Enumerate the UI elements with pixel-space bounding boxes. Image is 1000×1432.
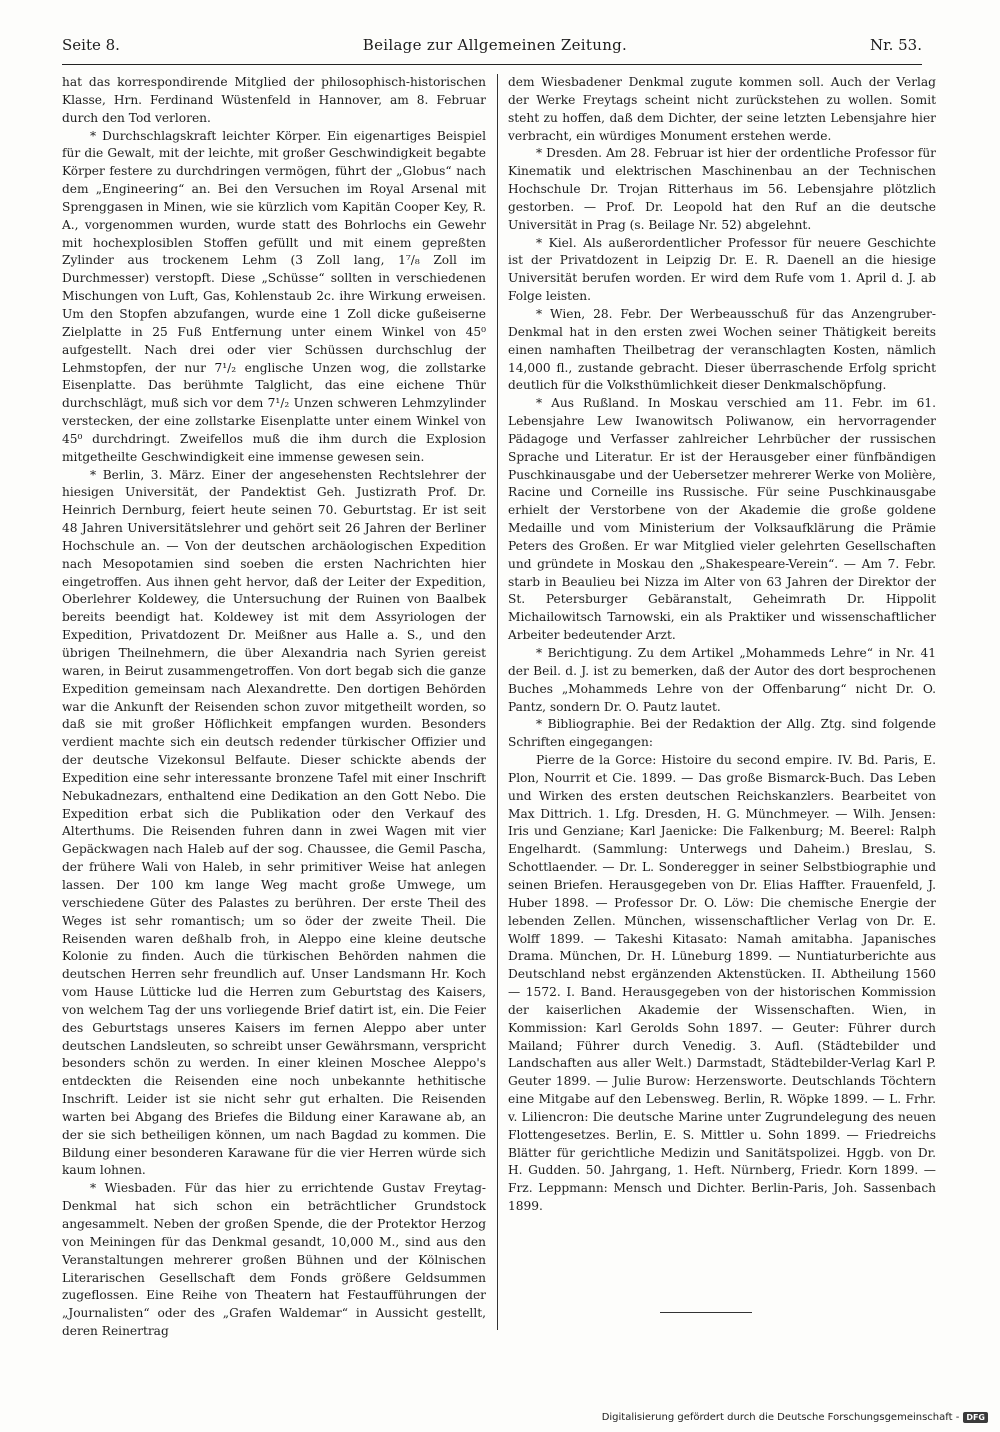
left-column [62,74,486,1341]
column-divider [497,74,498,1330]
article-kiel: * Kiel. Als außerordentlicher Professor für neuere Geschichte ist der Privatdozent in Leipzig Dr. E. R. Daenell an die hiesige Universität berufen worden. Er wird dem Rufe vom 1. April d. J. ab Folge leisten. [508,235,936,304]
article-wien: * Wien, 28. Febr. Der Werbeausschuß für das Anzengruber-Denkmal hat in den ersten zwei Wochen seiner Thätigkeit bereits einen namhaften Theilbetrag der veranschlagten Kosten, nämlich 14,000 fl., zustande gebracht. Dieser überraschende Erfolg spricht deutlich für die Volksthümlichkeit dieser Denkmalschöpfung. [508,306,936,393]
right-column [508,74,936,1216]
footer [602,1412,988,1423]
page-number: Seite 8. [62,36,120,54]
end-rule [660,1312,752,1313]
article-dresden: * Dresden. Am 28. Februar ist hier der ordentliche Professor für Kinematik und elektrischen Maschinenbau an der Technischen Hochschule Dr. Trojan Ritterhaus im 56. Lebensjahre plötzlich gestorben. — Prof. Dr. Leopold hat den Ruf an die deutsche Universität in Prag (s. Beilage Nr. 52) abgelehnt. [508,146,936,232]
issue-number: Nr. 53. [869,36,922,54]
article-durchschlagskraft: * Durchschlagskraft leichter Körper. Ein eigenartiges Beispiel für die Gewalt, mit der leichte, mit großer Geschwindigkeit begabte Körper festere zu durchdringen vermögen, führt der „Globus“ nach dem „Engineering“ an. Bei den Versuchen im Royal Arsenal mit Sprenggasen in Minen, wie sie kürzlich vom Kapitän Cooper Key, R. A., vorgenommen wurden, wurde statt des Bohrlochs ein Gewehr mit hochexplosiblen Stoffen gefüllt und mit einem gepreßten Zylinder aus trockenem Lehm (3 Zoll lang, 1⁷/₈ Zoll im Durchmesser) verstopft. Diese „Schüsse“ sollten in verschiedenen Mischungen von Luft, Gas, Kohlenstaub 2c. ihre Wirkung erweisen. Um den Stopfen abzufangen, wurde eine 1 Zoll dicke gußeiserne Zielplatte in 25 Fuß Entfernung unter einem Winkel von 45⁰ aufgestellt. Nach drei oder vier Schüssen durchschlug der Lehmstopfen, der nur 7¹/₂ englische Unzen wog, die zollstarke Eisenplatte. Das berühmte Talglicht, das eine eichene Thür durchschlägt, muß sich vor dem 7¹/₂ Unzen schweren Lehmzylinder verstecken, der eine zollstarke Eisenplatte unter einem Winkel von 45⁰ durchdringt. Zweifellos muß die ihm durch die Explosion mitgetheilte Geschwindigkeit eine immense gewesen sein. [62,128,486,464]
article-paragraph: dem Wiesbadener Denkmal zugute kommen soll. Auch der Verlag der Werke Freytags scheint nicht zurückstehen zu wollen. Somit steht zu hoffen, daß dem Dichter, der seine letzten Lebensjahre hier verbracht, ein würdiges Monument erstehen werde. [508,75,936,143]
article-paragraph: hat das korrespondirende Mitglied der philosophisch-historischen Klasse, Hrn. Ferdinand Wüstenfeld in Hannover, am 8. Februar durch den Tod verloren. [62,75,486,125]
article-russland: * Aus Rußland. In Moskau verschied am 11. Febr. im 61. Lebensjahre Lew Iwanowitsch Poliwanow, ein hervorragender Pädagoge und Verfasser zahlreicher Lehrbücher der russischen Sprache und Literatur. Er ist der Herausgeber einer fünfbändigen Puschkinausgabe und der Uebersetzer mehrerer Werke von Molière, Racine und Corneille ins Russische. Für seine Puschkinausgabe erhielt der Verstorbene von der Akademie die große goldene Medaille und vom Ministerium der Volksaufklärung die Prämie Peters des Großen. Er war Mitglied vieler gelehrten Gesellschaften und gründete in Moskau den „Shakespeare-Verein“. — Am 7. Febr. starb in Beaulieu bei Nizza im Alter von 63 Jahren der Direktor der St. Petersburger Gebäranstalt, Geheimrath Dr. Hippolit Michailowitsch Tarnowski, ein als Praktiker und wissenschaftlicher Arbeiter bedeutender Arzt. [508,396,936,643]
article-berichtigung: * Berichtigung. Zu dem Artikel „Mohammeds Lehre“ in Nr. 41 der Beil. d. J. ist zu bemerken, daß der Autor des dort besprochenen Buches „Mohammeds Lehre von der Offenbarung“ nicht Dr. O. Pantz, sondern Dr. O. Pautz lautet. [508,646,936,714]
bibliography-list: Pierre de la Gorce: Histoire du second empire. IV. Bd. Paris, E. Plon, Nourrit et Cie. 1899. — Das große Bismarck-Buch. Das Leben und Wirken des ersten deutschen Reichskanzlers. Bearbeitet von Max Dittrich. 1. Lfg. Dresden, H. G. Münchmeyer. — Wilh. Jensen: Iris und Genziane; Karl Jaenicke: Die Falkenburg; M. Beerel: Ralph Engelhardt. (Sammlung: Unterwegs und Daheim.) Breslau, S. Schottlaender. — Dr. L. Sonderegger in seiner Selbstbiographie und seinen Briefen. Herausgegeben von Dr. Elias Haffter. Frauenfeld, J. Huber 1898. — Professor Dr. O. Löw: Die chemische Energie der lebenden Zellen. München, wissenschaftlicher Verlag von Dr. E. Wolff 1899. — Takeshi Kitasato: Namah amitabha. Japanisches Drama. München, Dr. H. Lüneburg 1899. — Nuntiaturberichte aus Deutschland nebst ergänzenden Aktenstücken. II. Abtheilung 1560 — 1572. I. Band. Herausgegeben von der historischen Kommission der kaiserlichen Akademie der Wissenschaften. Wien, in Kommission: Karl Gerolds Sohn 1897. — Geuter: Führer durch Mailand; Führer durch Venedig. 3. Aufl. (Städtebilder und Landschaften aus aller Welt.) Darmstadt, Städtebilder-Verlag Karl P. Geuter 1899. — Julie Burow: Herzensworte. Deutschlands Töchtern eine Mitgabe auf den Lebensweg. Berlin, R. Wöpke 1899. — L. Frhr. v. Liliencron: Die deutsche Marine unter Zugrundelegung des neuen Flottengesetzes. Berlin, E. S. Mittler u. Sohn 1899. — Friedreichs Blätter für gerichtliche Medizin und Sanitätspolizei. Hggb. von Dr. H. Gudden. 50. Jahrgang, 1. Heft. Nürnberg, Friedr. Korn 1899. — Frz. Leppmann: Mensch und Dichter. Berlin-Paris, Joh. Sassenbach 1899. [508,753,936,1214]
footer-credit: Digitalisierung gefördert durch die Deutsche Forschungsgemeinschaft - [601,1412,960,1423]
dfg-logo-icon: DFG [963,1412,988,1423]
article-berlin: * Berlin, 3. März. Einer der angesehensten Rechtslehrer der hiesigen Universität, der Pandektist Geh. Justizrath Prof. Dr. Heinrich Dernburg, feiert heute seinen 70. Geburtstag. Er ist seit 48 Jahren Universitätslehrer und gehört seit 26 Jahren der Berliner Hochschule an. — Von der deutschen archäologischen Expedition nach Mesopotamien sind soeben die ersten Nachrichten hier eingetroffen. Aus ihnen geht hervor, daß der Leiter der Expedition, Oberlehrer Koldewey, die Untersuchung der Ruinen von Baalbek bereits beendigt hat. Koldewey ist mit dem Assyriologen der Expedition, Privatdozent Dr. Meißner aus Halle a. S., und den übrigen Theilnehmern, die über Alexandria nach Syrien gereist waren, in Beirut zusammengetroffen. Von dort begab sich die ganze Expedition gemeinsam nach Alexandrette. Den dortigen Behörden war die Ankunft der Reisenden schon zuvor mitgetheilt worden, so daß sie mit großer Höflichkeit empfangen wurden. Besonders verdient machte sich ein deutsch redender türkischer Offizier und der deutsche Vizekonsul Belfaute. Dieser schickte abends der Expedition eine sehr interessante bronzene Tafel mit einer Inschrift Nebukadnezars, enthaltend eine Dedikation an den Gott Nebo. Die Expedition erbat sich die Publikation oder den Verkauf des Alterthums. Die Reisenden fuhren dann in zwei Wagen mit vier Gepäckwagen nach Haleb auf der sog. Chaussee, die Gemil Pascha, der frühere Wali von Haleb, in sehr primitiver Weise hat anlegen lassen. Der 100 km lange Weg macht große Umwege, um verschiedene Güter des Palastes zu berühren. Der erste Theil des Weges ist sehr romantisch; um so öder der zweite Theil. Die Reisenden waren deßhalb froh, in Aleppo eine kleine deutsche Kolonie zu finden. Auch die türkischen Behörden nahmen die deutschen Herren sehr freundlich auf. Unser Landsmann Hr. Koch vom Hause Lütticke lud die Herren zum Geburtstag des Kaisers, von welchem Tag der uns vorliegende Brief datirt ist, ein. Die Feier des Geburtstags unseres Kaisers im fernen Aleppo aber unter deutschen Landsleuten, so schreibt unser Gewährsmann, verspricht besonders schön zu werden. In einer kleinen Moschee Aleppo's entdeckten die Reisenden eine noch unbekannte hethitische Inschrift. Leider ist sie nicht sehr gut erhalten. Die Reisenden warten bei Abgang des Briefes die Bildung einer Karawane ab, an der sie sich betheiligen können, um nach Bagdad zu kommen. Die Bildung einer besonderen Karawane für die vier Herren würde sich kaum lohnen. [62,467,486,1178]
page-header [62,36,922,64]
article-bibliographie: * Bibliographie. Bei der Redaktion der Allg. Ztg. sind folgende Schriften eingegangen: [508,717,936,750]
publication-title: Beilage zur Allgemeinen Zeitung. [362,36,628,54]
header-rule [62,64,922,65]
article-wiesbaden: * Wiesbaden. Für das hier zu errichtende Gustav Freytag-Denkmal hat sich schon ein beträchtlicher Grundstock angesammelt. Neben der großen Spende, die der Protektor Herzog von Meiningen für das Denkmal gesandt, 10,000 M., sind aus den Veranstaltungen mehrerer großen Bühnen und der Kölnischen Literarischen Gesellschaft dem Fonds größere Geldsummen zugeflossen. Eine Reihe von Theatern hat Festaufführungen der „Journalisten“ oder des „Grafen Waldemar“ in Aussicht gestellt, deren Reinertrag [62,1181,486,1339]
